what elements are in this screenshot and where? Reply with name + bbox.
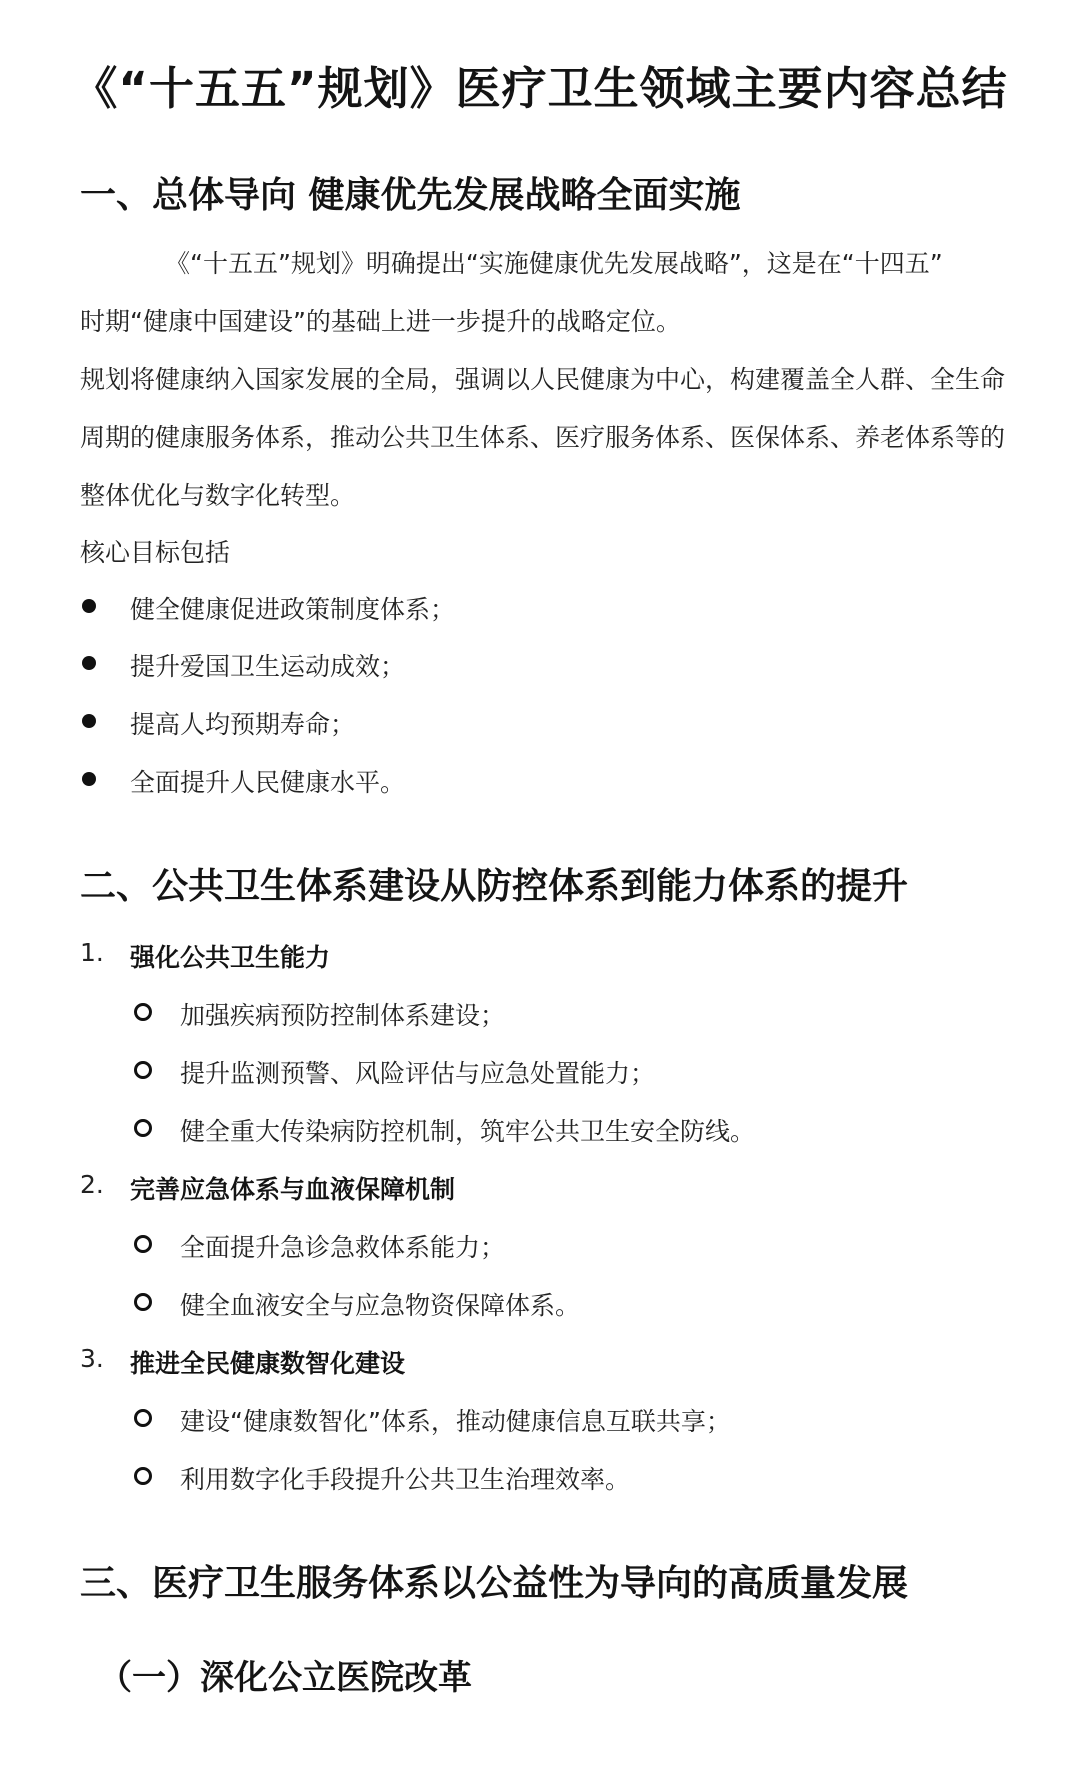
section-1-paragraph-1-line-1: 《“十五五”规划》明确提出“实施健康优先发展战略”，这是在“十四五” <box>165 249 943 278</box>
item-number: 2. <box>80 1170 104 1199</box>
sub-item-text: 加强疾病预防控制体系建设； <box>180 1001 506 1030</box>
goal-text: 提升爱国卫生运动成效； <box>130 652 406 681</box>
section-1-paragraph-2-line-3: 整体优化与数字化转型。 <box>80 481 356 510</box>
goal-text: 全面提升人民健康水平。 <box>130 768 406 797</box>
section-1-paragraph-2-line-1: 规划将健康纳入国家发展的全局，强调以人民健康为中心，构建覆盖全人群、全生命 <box>80 365 1006 394</box>
goal-text: 健全健康促进政策制度体系； <box>130 595 456 624</box>
sub-item-text: 全面提升急诊急救体系能力； <box>180 1233 506 1262</box>
item-title: 强化公共卫生能力 <box>130 943 331 972</box>
item-title: 完善应急体系与血液保障机制 <box>130 1175 456 1204</box>
hollow-circle-bullet-icon <box>134 1119 152 1137</box>
bullet-dot-icon <box>82 599 96 613</box>
hollow-circle-bullet-icon <box>134 1235 152 1253</box>
hollow-circle-bullet-icon <box>134 1467 152 1485</box>
bullet-dot-icon <box>82 714 96 728</box>
bullet-dot-icon <box>82 656 96 670</box>
item-title: 推进全民健康数智化建设 <box>130 1349 406 1378</box>
sub-item-text: 利用数字化手段提升公共卫生治理效率。 <box>180 1465 631 1494</box>
sub-item-text: 建设“健康数智化”体系，推动健康信息互联共享； <box>180 1407 731 1436</box>
hollow-circle-bullet-icon <box>134 1293 152 1311</box>
item-number: 1. <box>80 938 104 967</box>
section-1-paragraph-1-line-2: 时期“健康中国建设”的基础上进一步提升的战略定位。 <box>80 307 681 336</box>
document-title: 《“十五五”规划》医疗卫生领域主要内容总结 <box>72 62 1008 115</box>
hollow-circle-bullet-icon <box>134 1409 152 1427</box>
section-2-heading: 二、公共卫生体系建设从防控体系到能力体系的提升 <box>80 866 909 907</box>
goals-intro: 核心目标包括 <box>80 538 231 567</box>
sub-item-text: 健全血液安全与应急物资保障体系。 <box>180 1291 581 1320</box>
goal-text: 提高人均预期寿命； <box>130 710 356 739</box>
section-3-subheading: （一）深化公立医院改革 <box>98 1658 472 1698</box>
section-1-heading: 一、总体导向 健康优先发展战略全面实施 <box>80 175 741 216</box>
section-3-heading: 三、医疗卫生服务体系以公益性为导向的高质量发展 <box>80 1563 909 1604</box>
item-number: 3. <box>80 1344 104 1373</box>
section-1-paragraph-2-line-2: 周期的健康服务体系，推动公共卫生体系、医疗服务体系、医保体系、养老体系等的 <box>80 423 1006 452</box>
sub-item-text: 健全重大传染病防控机制，筑牢公共卫生安全防线。 <box>180 1117 756 1146</box>
bullet-dot-icon <box>82 772 96 786</box>
hollow-circle-bullet-icon <box>134 1003 152 1021</box>
hollow-circle-bullet-icon <box>134 1061 152 1079</box>
sub-item-text: 提升监测预警、风险评估与应急处置能力； <box>180 1059 656 1088</box>
